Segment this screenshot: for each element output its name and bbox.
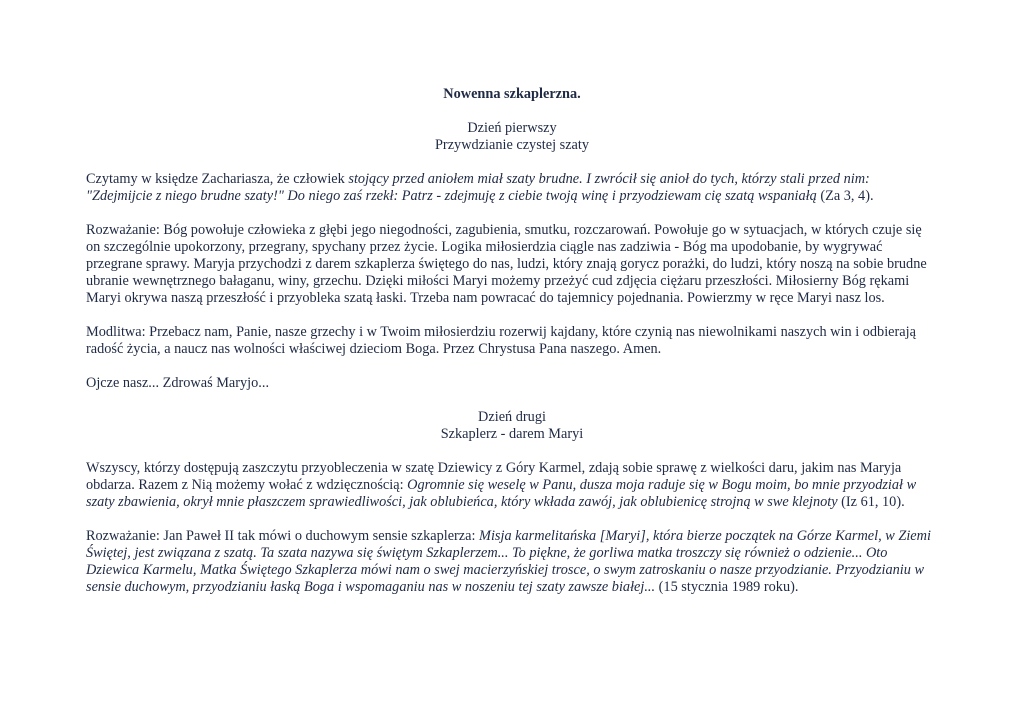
day2-header [86, 409, 938, 443]
day1-reflection: Rozważanie: Bóg powołuje człowieka z głębi jego niegodności, zagubienia, smutku, rozczarowań. Powołuje go w sytuacjach, w których czuje się on szczególnie upokorzony, przegrany, spychany przez życie. Logika miłosierdzia ciągle nas zadziwia - Bóg ma upodobanie, by wygrywać przegrane sprawy. Maryja przychodzi z darem szkaplerza świętego do nas, ludzi, który znają gorycz porażki, do ludzi, który noszą na sobie brudne ubranie wewnętrznego bałaganu, winy, grzechu. Dzięki miłości Maryi możemy przeżyć cud zdjęcia ciężaru przeszłości. Miłosierny Bóg rękami Maryi okrywa naszą przeszłość i przyobleka szatą łaski. Trzeba nam powracać do tajemnicy pojednania. Powierzmy w ręce Maryi nasz los. [86, 222, 927, 306]
day1-reading [86, 171, 938, 205]
day2-reading [86, 460, 938, 511]
day2-reflection [86, 528, 938, 596]
day2-heading: Dzień drugi [478, 409, 546, 425]
day2-reflection-intro: Rozważanie: Jan Paweł II tak mówi o duchowym sensie szkaplerza: [86, 528, 480, 544]
day2-reading-intro: Wszyscy, którzy dostępują zaszczytu przyobleczenia w szatę Dziewicy z Góry Karmel, zdają sobie sprawę z wielkości daru, jakim nas Maryja obdarza. Razem z Nią możemy wołać z wdzięcznością: [86, 460, 902, 493]
day1-reading-quote: stojący przed aniołem miał szaty brudne. I zwrócił się anioł do tych, którzy stali przed nim: "Zdejmijcie z niego brudne szaty!" Do niego zaś rzekł: Patrz - zdejmuję z ciebie twoją winę i przyodziewam cię szatą wspaniałą [86, 171, 870, 204]
day2-reflection-quote: Misja karmelitańska [Maryi], która bierze początek na Górze Karmel, w Ziemi Świętej, jest związana z szatą. Ta szata nazywa się świętym Szkaplerzem... To piękne, że gorliwa matka troszczy się również o odzienie... Oto Dziewica Karmelu, Matka Świętego Szkaplerza mówi nam o swej macierzyńskiej trosce, o swym zatroskaniu o nasze przyodzianie. Przyodzianiu w sensie duchowym, przyodzianiu łaską Boga i wspomaganiu nas w noszeniu tej szaty zawsze białej... [86, 528, 931, 595]
day1-closing: Ojcze nasz... Zdrowaś Maryjo... [86, 375, 270, 391]
day1-heading: Dzień pierwszy [467, 120, 557, 136]
day2-reading-ref: (Iz 61, 10). [837, 494, 905, 510]
day1-subheading: Przywdzianie czystej szaty [434, 137, 590, 153]
day1-reading-ref: (Za 3, 4). [816, 188, 874, 204]
day1-header [86, 120, 938, 154]
day1-prayer: Modlitwa: Przebacz nam, Panie, nasze grzechy i w Twoim miłosierdziu rozerwij kajdany, które czynią nas niewolnikami naszych win i odbierają radość życia, a naucz nas wolności właściwej dzieciom Boga. Przez Chrystusa Pana naszego. Amen. [86, 324, 916, 357]
day2-subheading: Szkaplerz - darem Maryi [440, 426, 584, 442]
day1-reading-intro: Czytamy w księdze Zachariasza, że człowiek [86, 171, 349, 187]
document-title: Nowenna szkaplerzna. [443, 86, 581, 102]
day2-reading-quote: Ogromnie się weselę w Panu, dusza moja raduje się w Bogu moim, bo mnie przyodział w szaty zbawienia, okrył mnie płaszczem sprawiedliwości, jak oblubieńca, który wkłada zawój, jak oblubienicę strojną w swe klejnoty [86, 477, 917, 510]
day2-reflection-ref: (15 stycznia 1989 roku). [655, 579, 799, 595]
